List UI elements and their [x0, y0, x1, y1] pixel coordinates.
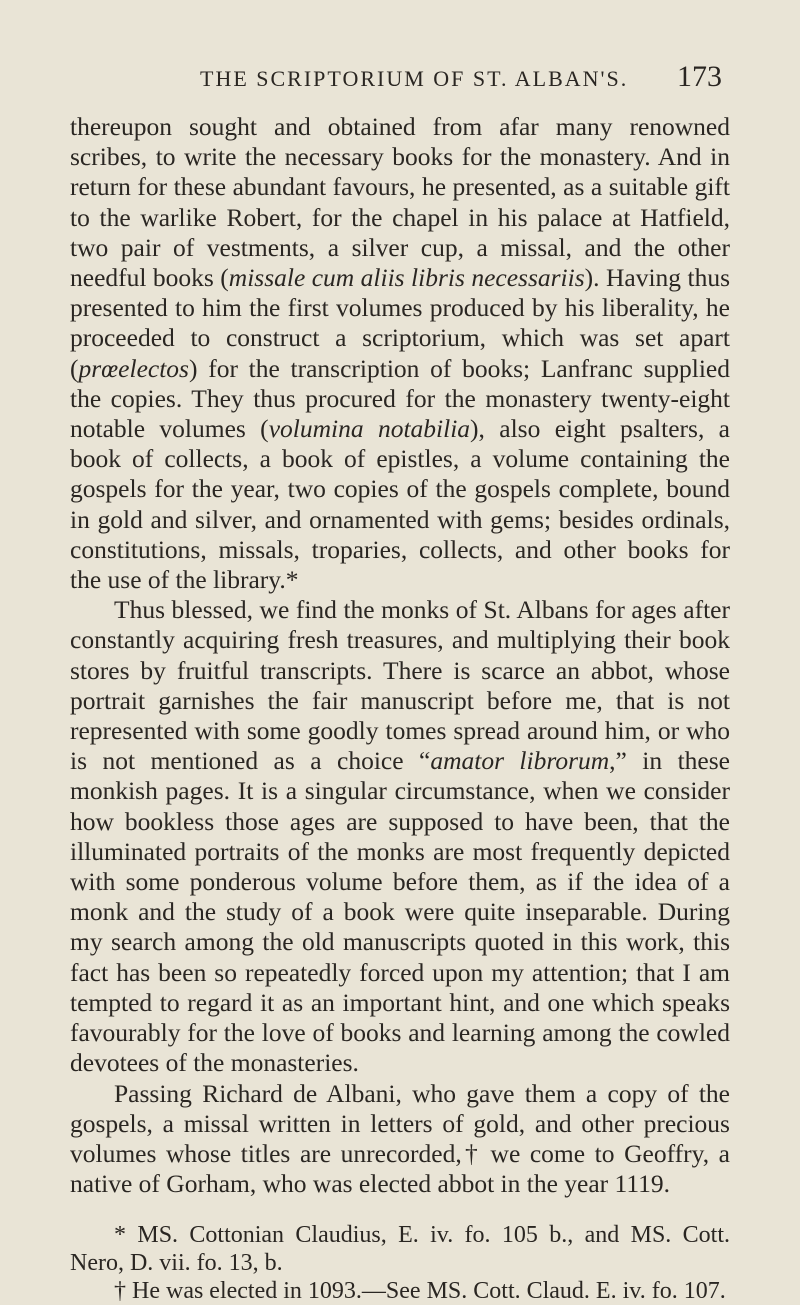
body-text — [70, 112, 730, 1199]
italic-latin-phrase: missale cum aliis libris necessariis — [228, 263, 585, 293]
text-run: ,” in these monkish pages. It is a singular circumstance, when we consider how bookless those ages are supposed to have been, that the illuminated portraits of the monks are most frequently depicted with some ponderous volume before them, as if the idea of a monk and the study of a book were quite inseparable. During my search among the old manuscripts quoted in this work, this fact has been so repeatedly forced upon my attention; that I am tempted to regard it as an important hint, and one which speaks favourably for the love of books and learning among the cowled devotees of the monasteries. — [70, 746, 730, 1078]
text-run: Thus blessed, we find the monks of St. Albans for ages after constantly acquiring fresh treasures, and multiplying their book stores by fruitful transcripts. There is scarce an abbot, whose portrait garnishes the fair manuscript before me, that is not represented with some goodly tomes spread around him, or who is not mentioned as a choice “ — [70, 595, 730, 776]
page-header — [70, 60, 730, 100]
italic-latin-phrase: volumina notabilia — [268, 414, 471, 444]
text-run: ), also eight psalters, a book of collects, a book of epistles, a volume containing the gospels for the year, two copies of the gospels complete, bound in gold and silver, and ornamented with gems; besides ordinals, constitutions, missals, troparies, collects, and other books for the use of the library.* — [70, 414, 730, 595]
page-number: 173 — [677, 60, 722, 93]
paragraph-3: Passing Richard de Albani, who gave them a copy of the gospels, a missal written in letters of gold, and other precious volumes whose titles are unrecorded,† we come to Geoffry, a native of Gorham, who was elected abbot in the year 1119. — [70, 1078, 730, 1199]
footnote-2: † He was elected in 1093.—See MS. Cott. Claud. E. iv. fo. 107. — [114, 1278, 726, 1305]
footnote-1: * MS. Cottonian Claudius, E. iv. fo. 105 b., and MS. Cott. Nero, D. vii. fo. 13, b. — [70, 1222, 730, 1277]
text-run: ) for the transcription of books; Lanfranc supplied the copies. They thus procured for the monastery twenty-eight notable volumes ( — [70, 353, 730, 444]
italic-latin-phrase: amator librorum — [430, 746, 610, 776]
text-run: thereupon sought and obtained from afar many renowned scribes, to write the necessary books for the monastery. And in return for these abundant favours, he presented, as a suitable gift to the warlike Robert, for the chapel in his palace at Hatfield, two pair of vestments, a silver cup, a missal, and the other needful books ( — [70, 112, 730, 293]
paragraph-2 — [70, 595, 730, 1078]
running-head: THE SCRIPTORIUM OF ST. ALBAN'S. — [200, 66, 629, 91]
italic-latin-phrase: prœelectos — [78, 353, 189, 383]
text-run: ). Having thus presented to him the first volumes produced by his liberality, he proceeded to construct a scriptorium, which was set apart ( — [70, 263, 730, 383]
paragraph-1 — [70, 112, 730, 595]
footnotes — [70, 1221, 730, 1305]
